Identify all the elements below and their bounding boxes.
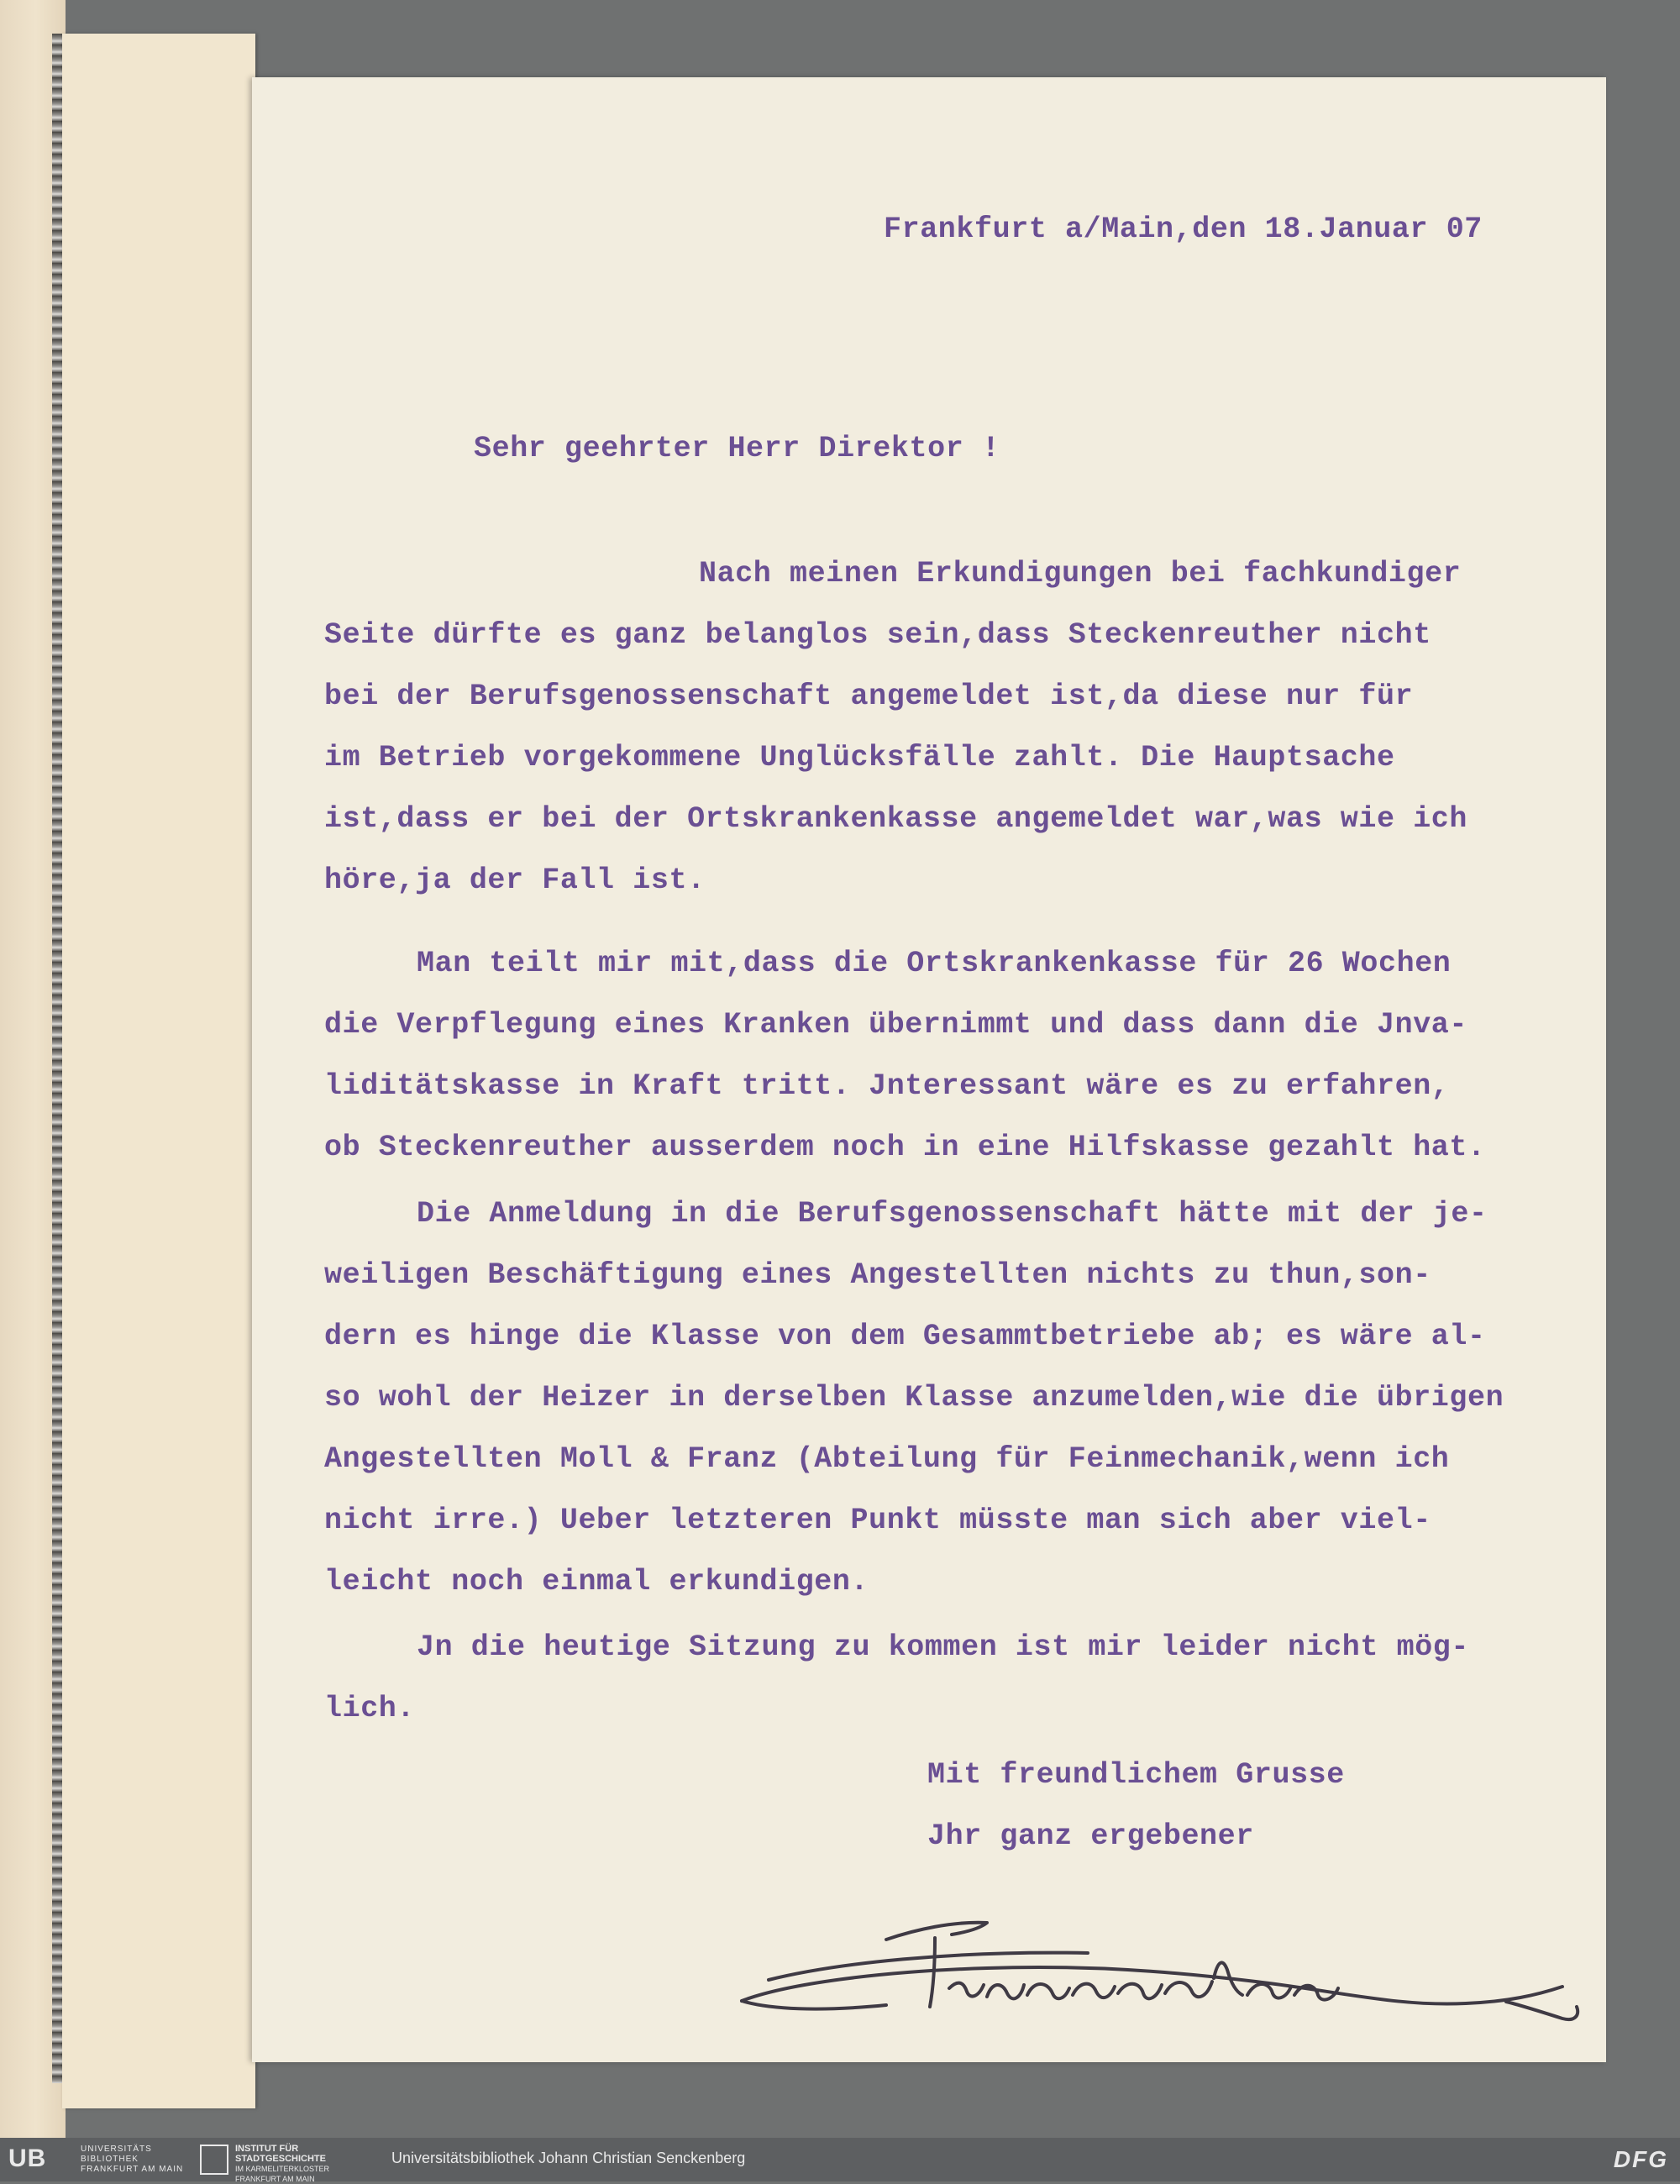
ub-line: FRANKFURT AM MAIN: [81, 2165, 184, 2174]
body-line: so wohl der Heizer in derselben Klasse anzumelden,wie die übrigen: [324, 1381, 1504, 1415]
underlying-page: [62, 34, 255, 2108]
body-line: Nach meinen Erkundigungen bei fachkundiger: [699, 557, 1462, 591]
isg-line: IM KARMELITERKLOSTER: [235, 2165, 330, 2173]
body-line: ob Steckenreuther ausserdem noch in eine Hilfskasse gezahlt hat.: [324, 1131, 1486, 1164]
body-line: höre,ja der Fall ist.: [324, 864, 706, 897]
body-line: Die Anmeldung in die Berufsgenossenschaft hätte mit der je-: [417, 1197, 1488, 1231]
isg-line: INSTITUT FÜR: [235, 2144, 299, 2154]
library-credit: Universitätsbibliothek Johann Christian Senckenberg: [391, 2150, 746, 2166]
body-line: weiligen Beschäftigung eines Angestellten nichts zu thun,son-: [324, 1258, 1431, 1292]
body-line: leicht noch einmal erkundigen.: [324, 1565, 869, 1599]
body-line: Seite dürfte es ganz belanglos sein,dass Steckenreuther nicht: [324, 618, 1431, 652]
body-line: die Verpflegung eines Kranken übernimmt und dass dann die Jnva-: [324, 1008, 1468, 1042]
body-line: Angestellten Moll & Franz (Abteilung für Feinmechanik,wenn ich: [324, 1442, 1450, 1476]
salutation: Sehr geehrter Herr Direktor !: [474, 432, 1000, 465]
isg-line: FRANKFURT AM MAIN: [235, 2175, 315, 2183]
letter-page: [252, 77, 1606, 2062]
body-line: liditätskasse in Kraft tritt. Jnteressant wäre es zu erfahren,: [324, 1069, 1450, 1103]
isg-logo-text: [235, 2144, 329, 2184]
ub-logo-text: [81, 2145, 183, 2175]
closing-signoff: Jhr ganz ergebener: [927, 1819, 1254, 1853]
body-line: Jn die heutige Sitzung zu kommen ist mir leider nicht mög-: [417, 1630, 1469, 1664]
handwritten-signature: [735, 1904, 1625, 2047]
dfg-logo: DFG: [1613, 2146, 1668, 2172]
isg-line: STADTGESCHICHTE: [235, 2154, 326, 2164]
ub-logo: UB: [8, 2145, 47, 2172]
body-line: dern es hinge die Klasse von dem Gesammtbetriebe ab; es wäre al-: [324, 1320, 1486, 1353]
body-line: bei der Berufsgenossenschaft angemeldet ist,da diese nur für: [324, 680, 1414, 713]
body-line: Man teilt mir mit,dass die Ortskrankenkasse für 26 Wochen: [417, 947, 1452, 980]
ub-line: BIBLIOTHEK: [81, 2155, 139, 2164]
closing: Mit freundlichem Grusse: [927, 1758, 1345, 1792]
body-line: nicht irre.) Ueber letzteren Punkt müsste man sich aber viel-: [324, 1504, 1431, 1537]
body-line: lich.: [324, 1692, 416, 1725]
footer-bar: [0, 2138, 1680, 2181]
ub-line: UNIVERSITÄTS: [81, 2145, 152, 2154]
dateline: Frankfurt a/Main,den 18.Januar 07: [884, 213, 1483, 246]
body-line: im Betrieb vorgekommene Unglücksfälle zahlt. Die Hauptsache: [324, 741, 1395, 774]
body-line: ist,dass er bei der Ortskrankenkasse angemeldet war,was wie ich: [324, 802, 1468, 836]
isg-logo-icon: [200, 2145, 228, 2175]
